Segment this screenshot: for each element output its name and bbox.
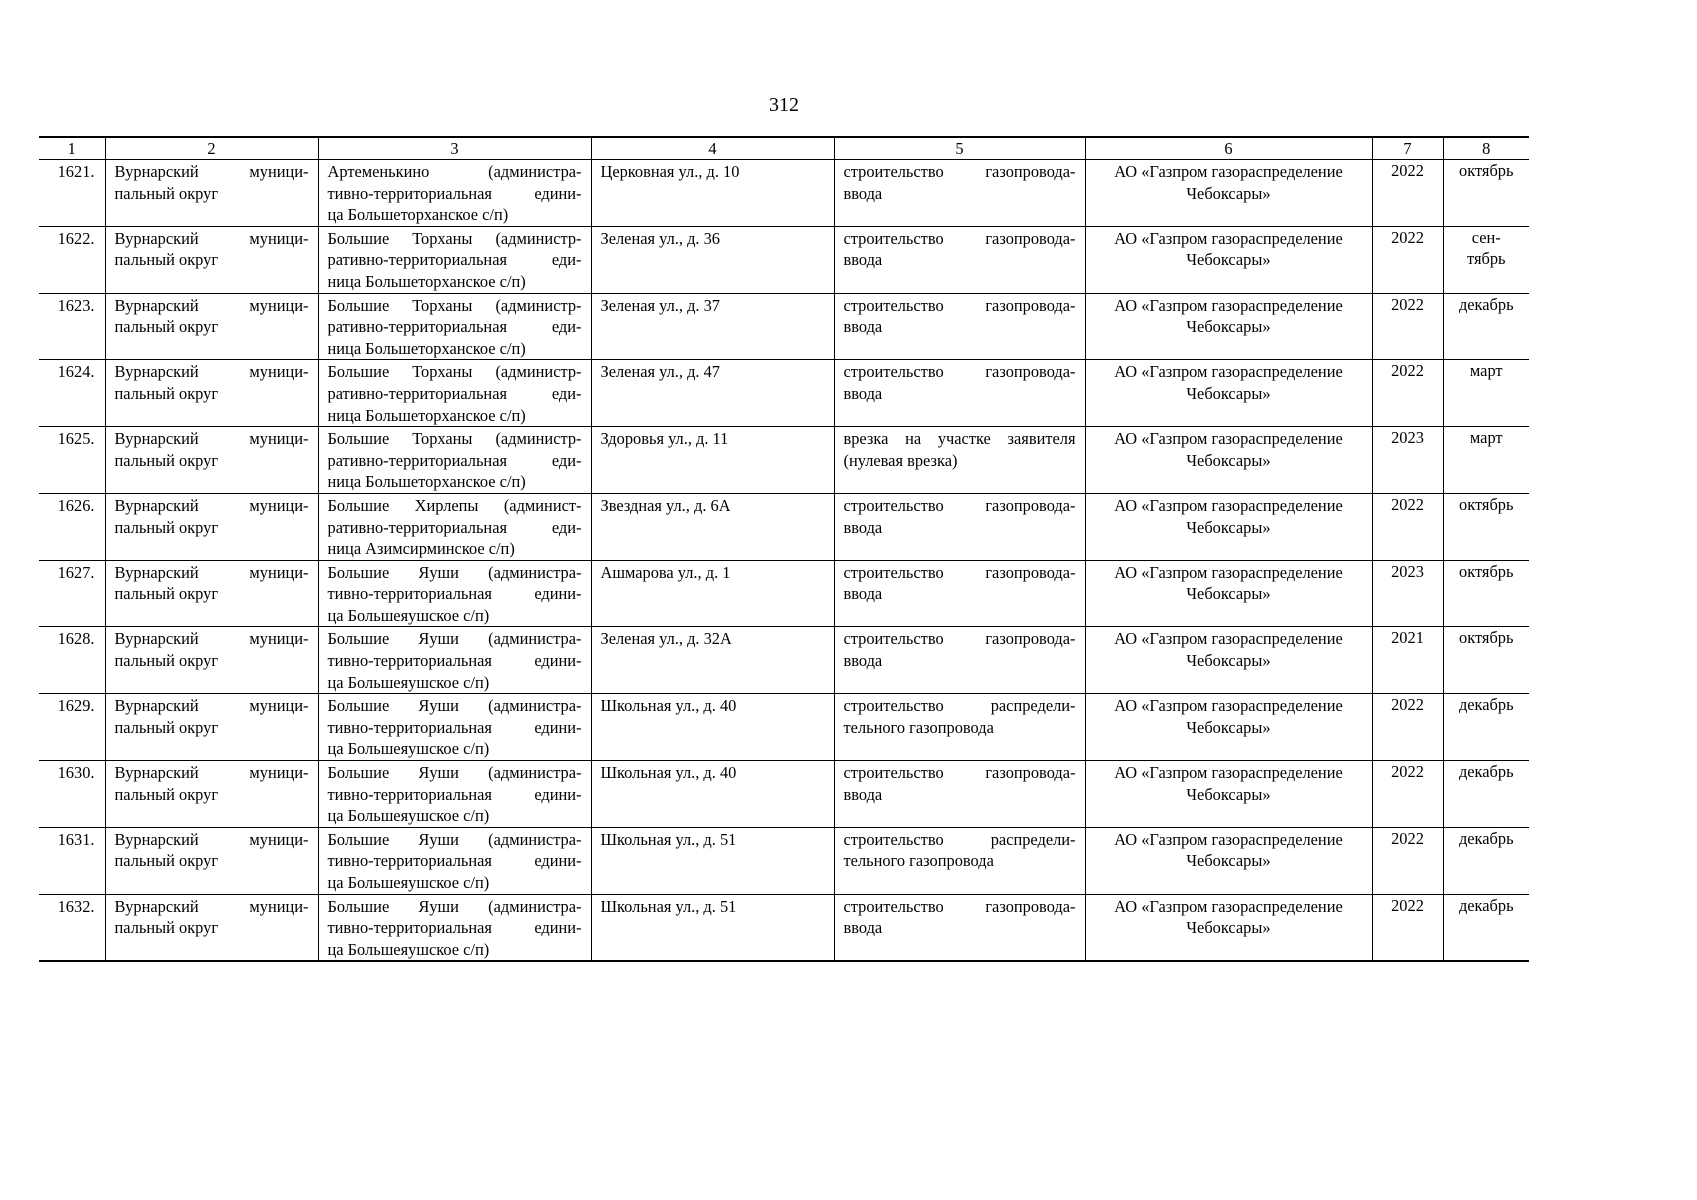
cell-line: АО «Газпром газораспределение	[1114, 829, 1343, 849]
cell-line: ница Большеторханское с/п)	[327, 405, 526, 425]
cell-line: строительство газопровода-	[843, 562, 1076, 582]
cell-line: АО «Газпром газораспределение	[1114, 295, 1343, 315]
column-header: 7	[1372, 137, 1443, 160]
year-cell: 2022	[1372, 360, 1443, 427]
row-number-cell: 1625.	[39, 427, 105, 494]
table-row	[39, 627, 1529, 694]
organization-cell	[1085, 627, 1372, 694]
cell-line: ца Большеяушское с/п)	[327, 739, 490, 759]
cell-line: тельного газопровода	[843, 717, 994, 737]
settlement-cell	[318, 627, 591, 694]
organization-cell	[1085, 226, 1372, 293]
table-row	[39, 493, 1529, 560]
cell-line: Большие Яуши (администра-	[327, 829, 582, 849]
cell-line: Большие Хирлепы (админист-	[327, 495, 582, 515]
cell-line: Вурнарский муници-	[114, 228, 309, 248]
district-cell	[105, 360, 318, 427]
cell-line: Вурнарский муници-	[114, 162, 309, 181]
month-cell	[1443, 293, 1529, 360]
district-cell	[105, 293, 318, 360]
cell-line: строительство газопровода-	[843, 896, 1076, 916]
work-type-cell	[834, 493, 1085, 560]
cell-line: Большие Яуши (администра-	[327, 696, 582, 716]
cell-line: ввода	[843, 651, 883, 671]
cell-line: тивно-территориальная едини-	[327, 183, 582, 203]
row-number-cell: 1626.	[39, 493, 105, 560]
address-cell: Зеленая ул., д. 37	[591, 293, 834, 360]
cell-line: Большие Торханы (администр-	[327, 295, 582, 315]
column-header: 5	[834, 137, 1085, 160]
cell-line: врезка на участке заявителя	[843, 429, 1076, 449]
header-row	[39, 137, 1529, 160]
table-row	[39, 761, 1529, 828]
settlement-cell	[318, 560, 591, 627]
table-header	[39, 137, 1529, 160]
cell-line: Чебоксары»	[1186, 383, 1271, 403]
month-cell	[1443, 160, 1529, 227]
cell-line: ввода	[843, 383, 883, 403]
cell-line: ввода	[843, 183, 883, 203]
settlement-cell	[318, 160, 591, 227]
cell-line: тивно-территориальная едини-	[327, 651, 582, 671]
cell-line: ввода	[843, 784, 883, 804]
row-number-cell: 1630.	[39, 761, 105, 828]
cell-line: Большие Яуши (администра-	[327, 763, 582, 783]
cell-line: ративно-территориальная еди-	[327, 450, 582, 470]
address-cell: Школьная ул., д. 51	[591, 827, 834, 894]
settlement-cell	[318, 293, 591, 360]
cell-line: АО «Газпром газораспределение	[1114, 629, 1343, 649]
organization-cell	[1085, 493, 1372, 560]
month-cell	[1443, 827, 1529, 894]
cell-line: ница Азимсирминское с/п)	[327, 539, 515, 559]
address-cell: Звездная ул., д. 6А	[591, 493, 834, 560]
address-cell: Зеленая ул., д. 32А	[591, 627, 834, 694]
year-cell: 2022	[1372, 761, 1443, 828]
cell-line: Чебоксары»	[1186, 584, 1271, 604]
cell-line: октябрь	[1459, 161, 1514, 180]
cell-line: декабрь	[1458, 895, 1514, 915]
cell-line: ввода	[843, 918, 883, 938]
cell-line: Вурнарский муници-	[114, 763, 309, 783]
address-cell: Зеленая ул., д. 36	[591, 226, 834, 293]
row-number-cell: 1627.	[39, 560, 105, 627]
cell-line: (нулевая врезка)	[843, 450, 958, 470]
cell-line: ница Большеторханское с/п)	[327, 472, 526, 492]
organization-cell	[1085, 761, 1372, 828]
cell-line: ца Большеяушское с/п)	[327, 605, 490, 625]
cell-line: Большие Яуши (администра-	[327, 629, 582, 649]
cell-line: Чебоксары»	[1186, 651, 1271, 671]
cell-line: АО «Газпром газораспределение	[1114, 495, 1343, 515]
cell-line: октябрь	[1459, 494, 1514, 514]
cell-line: АО «Газпром газораспределение	[1114, 362, 1343, 382]
work-type-cell	[834, 427, 1085, 494]
cell-line: ративно-территориальная еди-	[327, 317, 582, 337]
registry-table	[39, 136, 1529, 962]
row-number-cell: 1624.	[39, 360, 105, 427]
cell-line: Вурнарский муници-	[114, 562, 309, 582]
table-row	[39, 827, 1529, 894]
settlement-cell	[318, 493, 591, 560]
cell-line: пальный округ	[114, 717, 219, 737]
cell-line: Большие Торханы (администр-	[327, 429, 582, 449]
cell-line: Вурнарский муници-	[114, 495, 309, 515]
cell-line: Чебоксары»	[1186, 918, 1271, 938]
district-cell	[105, 694, 318, 761]
cell-line: пальный округ	[114, 918, 219, 938]
cell-line: строительство газопровода-	[843, 362, 1076, 382]
row-number-cell: 1621.	[39, 160, 105, 227]
year-cell: 2022	[1372, 160, 1443, 227]
cell-line: строительство газопровода-	[843, 295, 1076, 315]
row-number-cell: 1629.	[39, 694, 105, 761]
work-type-cell	[834, 360, 1085, 427]
month-cell	[1443, 761, 1529, 828]
cell-line: ввода	[843, 250, 883, 270]
cell-line: ввода	[843, 517, 883, 537]
address-cell: Школьная ул., д. 51	[591, 894, 834, 961]
cell-line: декабрь	[1458, 294, 1514, 314]
cell-line: ница Большеторханское с/п)	[327, 271, 526, 291]
cell-line: Вурнарский муници-	[114, 362, 309, 382]
address-cell: Церковная ул., д. 10	[591, 160, 834, 227]
cell-line: ца Большеторханское с/п)	[327, 205, 509, 225]
work-type-cell	[834, 226, 1085, 293]
cell-line: пальный округ	[114, 517, 219, 537]
address-cell: Школьная ул., д. 40	[591, 761, 834, 828]
cell-line: АО «Газпром газораспределение	[1114, 896, 1343, 916]
cell-line: Большие Торханы (администр-	[327, 362, 582, 382]
cell-line: Вурнарский муници-	[114, 629, 309, 649]
year-cell: 2022	[1372, 694, 1443, 761]
table-row	[39, 694, 1529, 761]
cell-line: АО «Газпром газораспределение	[1114, 429, 1343, 449]
row-number-cell: 1622.	[39, 226, 105, 293]
cell-line: октябрь	[1459, 561, 1514, 581]
cell-line: АО «Газпром газораспределение	[1114, 562, 1343, 582]
year-cell: 2022	[1372, 827, 1443, 894]
row-number-cell: 1631.	[39, 827, 105, 894]
column-header: 8	[1443, 137, 1529, 160]
table-row	[39, 427, 1529, 494]
row-number-cell: 1632.	[39, 894, 105, 961]
cell-line: Вурнарский муници-	[114, 829, 309, 849]
organization-cell	[1085, 160, 1372, 227]
table-row	[39, 160, 1529, 227]
address-cell: Школьная ул., д. 40	[591, 694, 834, 761]
cell-line: тивно-территориальная едини-	[327, 584, 582, 604]
year-cell: 2022	[1372, 293, 1443, 360]
work-type-cell	[834, 293, 1085, 360]
cell-line: ративно-территориальная еди-	[327, 517, 582, 537]
cell-line: ца Большеяушское с/п)	[327, 672, 490, 692]
cell-line: ца Большеяушское с/п)	[327, 939, 490, 959]
cell-line: Чебоксары»	[1186, 851, 1271, 871]
cell-line: сен-	[1471, 227, 1501, 247]
organization-cell	[1085, 560, 1372, 627]
year-cell: 2022	[1372, 226, 1443, 293]
column-header: 4	[591, 137, 834, 160]
row-number-cell: 1623.	[39, 293, 105, 360]
cell-line: ввода	[843, 584, 883, 604]
settlement-cell	[318, 894, 591, 961]
year-cell: 2021	[1372, 627, 1443, 694]
work-type-cell	[834, 827, 1085, 894]
organization-cell	[1085, 894, 1372, 961]
cell-line: ративно-территориальная еди-	[327, 250, 582, 270]
cell-line: строительство распредели-	[843, 696, 1076, 716]
cell-line: Чебоксары»	[1186, 717, 1271, 737]
cell-line: строительство газопровода-	[843, 162, 1076, 181]
year-cell: 2022	[1372, 894, 1443, 961]
cell-line: ввода	[843, 317, 883, 337]
table-row	[39, 560, 1529, 627]
work-type-cell	[834, 560, 1085, 627]
district-cell	[105, 160, 318, 227]
work-type-cell	[834, 694, 1085, 761]
cell-line: АО «Газпром газораспределение	[1114, 696, 1343, 716]
work-type-cell	[834, 761, 1085, 828]
cell-line: АО «Газпром газораспределение	[1114, 228, 1343, 248]
cell-line: октябрь	[1459, 628, 1514, 648]
cell-line: март	[1469, 361, 1503, 381]
cell-line: март	[1469, 428, 1503, 448]
district-cell	[105, 761, 318, 828]
cell-line: Большие Яуши (администра-	[327, 896, 582, 916]
cell-line: ца Большеяушское с/п)	[327, 873, 490, 892]
cell-line: АО «Газпром газораспределение	[1114, 162, 1343, 181]
settlement-cell	[318, 360, 591, 427]
month-cell	[1443, 627, 1529, 694]
cell-line: пальный округ	[114, 383, 219, 403]
cell-line: ца Большеяушское с/п)	[327, 806, 490, 826]
cell-line: пальный округ	[114, 317, 219, 337]
address-cell: Здоровья ул., д. 11	[591, 427, 834, 494]
cell-line: тельного газопровода	[843, 851, 994, 871]
cell-line: Артеменькино (администра-	[327, 162, 582, 181]
settlement-cell	[318, 827, 591, 894]
cell-line: ративно-территориальная еди-	[327, 383, 582, 403]
cell-line: Чебоксары»	[1186, 450, 1271, 470]
row-number-cell: 1628.	[39, 627, 105, 694]
table-row	[39, 894, 1529, 961]
cell-line: Чебоксары»	[1186, 784, 1271, 804]
cell-line: тивно-территориальная едини-	[327, 918, 582, 938]
table-body	[39, 160, 1529, 962]
cell-line: АО «Газпром газораспределение	[1114, 763, 1343, 783]
month-cell	[1443, 226, 1529, 293]
cell-line: декабрь	[1458, 762, 1514, 782]
cell-line: Вурнарский муници-	[114, 295, 309, 315]
cell-line: пальный округ	[114, 784, 219, 804]
cell-line: пальный округ	[114, 651, 219, 671]
cell-line: Вурнарский муници-	[114, 696, 309, 716]
column-header: 6	[1085, 137, 1372, 160]
cell-line: Большие Яуши (администра-	[327, 562, 582, 582]
cell-line: строительство газопровода-	[843, 228, 1076, 248]
organization-cell	[1085, 360, 1372, 427]
district-cell	[105, 894, 318, 961]
cell-line: тивно-территориальная едини-	[327, 717, 582, 737]
month-cell	[1443, 894, 1529, 961]
cell-line: Чебоксары»	[1186, 517, 1271, 537]
work-type-cell	[834, 894, 1085, 961]
district-cell	[105, 427, 318, 494]
district-cell	[105, 827, 318, 894]
cell-line: Чебоксары»	[1186, 317, 1271, 337]
cell-line: декабрь	[1458, 828, 1514, 848]
cell-line: пальный округ	[114, 584, 219, 604]
cell-line: тябрь	[1467, 249, 1506, 269]
cell-line: пальный округ	[114, 450, 219, 470]
cell-line: Вурнарский муници-	[114, 429, 309, 449]
cell-line: пальный округ	[114, 183, 219, 203]
month-cell	[1443, 427, 1529, 494]
table-row	[39, 226, 1529, 293]
cell-line: ница Большеторханское с/п)	[327, 338, 526, 358]
year-cell: 2023	[1372, 560, 1443, 627]
cell-line: строительство газопровода-	[843, 495, 1076, 515]
work-type-cell	[834, 627, 1085, 694]
organization-cell	[1085, 427, 1372, 494]
cell-line: Вурнарский муници-	[114, 896, 309, 916]
cell-line: пальный округ	[114, 851, 219, 871]
organization-cell	[1085, 827, 1372, 894]
cell-line: тивно-территориальная едини-	[327, 784, 582, 804]
month-cell	[1443, 560, 1529, 627]
organization-cell	[1085, 694, 1372, 761]
cell-line: строительство газопровода-	[843, 629, 1076, 649]
district-cell	[105, 560, 318, 627]
settlement-cell	[318, 694, 591, 761]
cell-line: строительство газопровода-	[843, 763, 1076, 783]
table-row	[39, 293, 1529, 360]
column-header: 1	[39, 137, 105, 160]
table-row	[39, 360, 1529, 427]
column-header: 2	[105, 137, 318, 160]
address-cell: Зеленая ул., д. 47	[591, 360, 834, 427]
address-cell: Ашмарова ул., д. 1	[591, 560, 834, 627]
settlement-cell	[318, 427, 591, 494]
cell-line: строительство распредели-	[843, 829, 1076, 849]
work-type-cell	[834, 160, 1085, 227]
cell-line: декабрь	[1458, 695, 1514, 715]
cell-line: Чебоксары»	[1186, 183, 1271, 203]
cell-line: пальный округ	[114, 250, 219, 270]
month-cell	[1443, 360, 1529, 427]
page-number: 312	[769, 94, 799, 116]
district-cell	[105, 493, 318, 560]
year-cell: 2023	[1372, 427, 1443, 494]
settlement-cell	[318, 226, 591, 293]
cell-line: тивно-территориальная едини-	[327, 851, 582, 871]
settlement-cell	[318, 761, 591, 828]
column-header: 3	[318, 137, 591, 160]
district-cell	[105, 226, 318, 293]
cell-line: Большие Торханы (администр-	[327, 228, 582, 248]
organization-cell	[1085, 293, 1372, 360]
month-cell	[1443, 694, 1529, 761]
district-cell	[105, 627, 318, 694]
cell-line: Чебоксары»	[1186, 250, 1271, 270]
month-cell	[1443, 493, 1529, 560]
year-cell: 2022	[1372, 493, 1443, 560]
